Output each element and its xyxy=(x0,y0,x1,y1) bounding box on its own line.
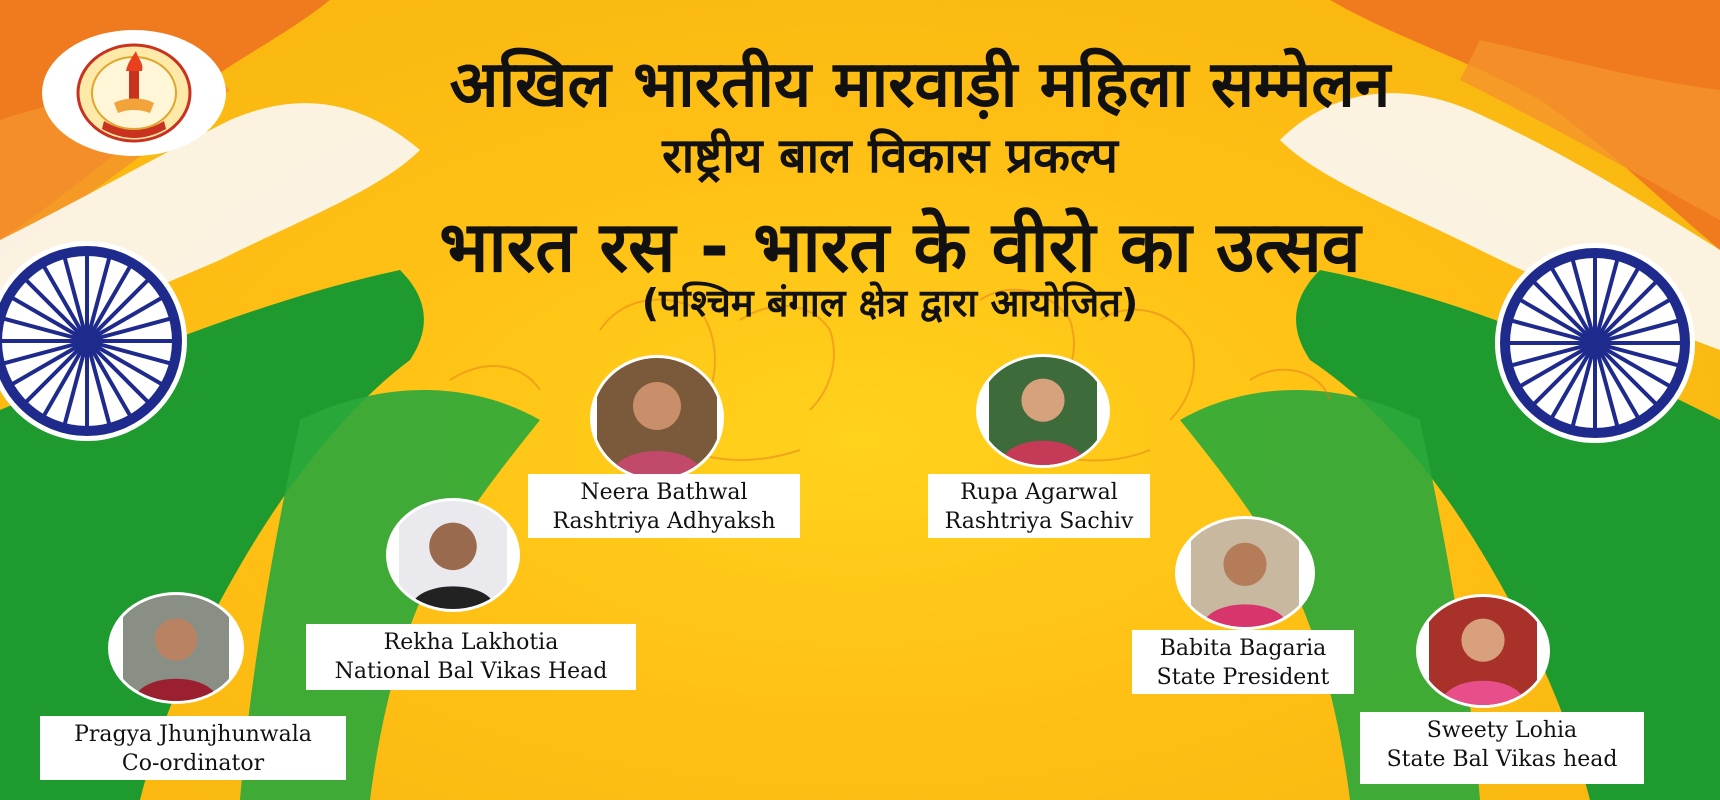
member-role: Rashtriya Sachiv xyxy=(944,509,1134,534)
member-name: Sweety Lohia xyxy=(1426,718,1578,743)
member-name: Rekha Lakhotia xyxy=(383,630,559,655)
member-photo-babita-bagaria xyxy=(1175,516,1315,630)
member-photo-rekha-lakhotia xyxy=(386,498,520,612)
organization-title: अखिल भारतीय मारवाड़ी महिला सम्मेलन xyxy=(449,48,1391,122)
member-photo-pragya-jhunjhunwala xyxy=(108,592,244,704)
member-card-neera-bathwal xyxy=(528,474,800,538)
member-name: Pragya Jhunjhunwala xyxy=(74,722,312,747)
member-name: Rupa Agarwal xyxy=(960,480,1118,505)
organizer-subtitle: (पश्चिम बंगाल क्षेत्र द्वारा आयोजित) xyxy=(641,281,1139,325)
member-role: Co-ordinator xyxy=(121,751,265,776)
member-role: National Bal Vikas Head xyxy=(334,659,608,684)
event-title: भारत रस - भारत के वीरो का उत्सव xyxy=(439,206,1361,288)
member-card-rekha-lakhotia xyxy=(306,624,636,690)
ashoka-chakra-icon xyxy=(0,238,190,444)
member-role: State Bal Vikas head xyxy=(1386,747,1618,772)
member-photo-sweety-lohia xyxy=(1416,594,1550,708)
member-card-rupa-agarwal xyxy=(928,474,1150,538)
member-name: Neera Bathwal xyxy=(580,480,748,505)
member-photo-rupa-agarwal xyxy=(976,354,1110,468)
member-photo-neera-bathwal xyxy=(590,355,724,481)
member-role: State President xyxy=(1156,665,1330,690)
member-role: Rashtriya Adhyaksh xyxy=(552,509,776,534)
member-name: Babita Bagaria xyxy=(1159,636,1327,661)
member-card-sweety-lohia xyxy=(1360,712,1644,784)
member-card-babita-bagaria xyxy=(1132,630,1354,694)
member-card-pragya-jhunjhunwala xyxy=(40,716,346,780)
ashoka-chakra-icon xyxy=(1492,240,1698,446)
project-title: राष्ट्रीय बाल विकास प्रकल्प xyxy=(662,128,1118,184)
